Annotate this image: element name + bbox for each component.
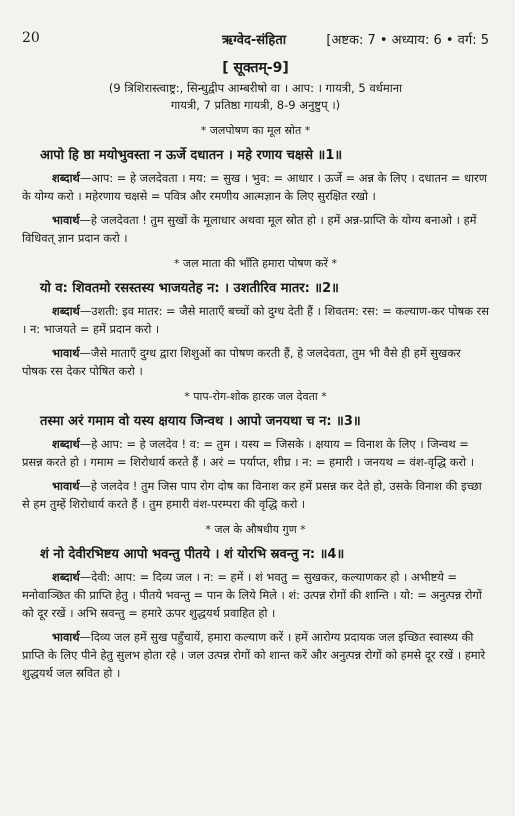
bhavartha-text: —हे जलदेवता ! तुम सुखों के मूलाधार अथवा मूल स्रोत हो । हमें अन्न-प्राप्ति के योग्य बनाओ । हमें विधिवत् ज्ञान प्रदान करो । (22, 213, 477, 245)
verse-section (22, 389, 489, 513)
shabdartha-label: शब्दार्थ (52, 171, 80, 185)
shabdartha-label: शब्दार्थ (52, 304, 80, 318)
shabdartha-text: —देवी: आप: = दिव्य जल । न: = हमें । शं भवतु = सुखकर, कल्याणकर हो । अभीष्टये = मनोवाञ्छित की प्राप्ति हेतु । पीतये भवन्तु = पान के लिये मिले । शं: उत्पन्न रोगों की शान्ति । यो: = अनुत्पन्न रोगों को दूर रखें । अभि स्रवन्तु = हमारे ऊपर शुद्धयर्थ प्रवाहित हो । (22, 570, 482, 620)
sukta-meta-line-2: गायत्री, 7 प्रतिष्ठा गायत्री, 8-9 अनुष्टुप् ।) (170, 98, 341, 112)
section-subheading: * जल के औषधीय गुण * (205, 523, 306, 536)
shabdartha-text: —हे आप: = हे जलदेव ! व: = तुम । यस्य = जिसके । क्षयाय = विनाश के लिए । जिन्वथ = प्रसन्न करते हो । गमाम = शिरोधार्य करते हैं । अरं = पर्याप्त, शीघ्र । न: = हमारी । जनयथ = वंश-वृद्धि करो । (22, 437, 475, 469)
chapter-location: [अष्टक: 7 • अध्याय: 6 • वर्ग: 5 (326, 33, 489, 48)
shabdartha-text: —उशती: इव मातर: = जैसे माताएँ बच्चों को दुग्ध देती हैं । शिवतम: रस: = कल्याण-कर पोषक रस । न: भाजयते = हमें प्रदान करो । (22, 304, 489, 336)
shabdartha-label: शब्दार्थ (52, 437, 80, 451)
mantra: शं नो देवीरभिष्टय आपो भवन्तु पीतये । शं योरभि स्रवन्तु न: ॥4॥ (40, 547, 345, 562)
section-subheading: * जलपोषण का मूल स्रोत * (200, 124, 311, 137)
shabdartha-text: —आप: = हे जलदेवता । मय: = सुख । भुव: = आधार । ऊर्जे = अन्न के लिए । दधातन = धारण के योग्य करो । महेरणाय चक्षसे = पवित्र और रमणीय आत्मज्ञान के लिए सुरक्षित रखो । (22, 171, 487, 203)
bhavartha-paragraph (22, 344, 489, 380)
section-subheading: * जल माता की भाँति हमारा पोषण करें * (173, 257, 338, 270)
running-header (22, 30, 489, 50)
mantra: आपो हि ष्ठा मयोभुवस्ता न ऊर्जे दधातन । महे रणाय चक्षसे ॥1॥ (40, 148, 343, 163)
sukta-heading: [ सूक्तम्-9] (222, 60, 289, 76)
bhavartha-paragraph (22, 628, 489, 682)
section-subheading: * पाप-रोग-शोक हारक जल देवता * (184, 390, 327, 403)
shabdartha-paragraph (22, 568, 489, 622)
bhavartha-paragraph (22, 477, 489, 513)
book-title: ऋग्वेद-संहिता (222, 33, 287, 48)
sukta-meta (22, 80, 489, 114)
verse-section (22, 256, 489, 380)
bhavartha-label: भावार्थ (52, 630, 80, 644)
bhavartha-label: भावार्थ (52, 479, 80, 493)
verse-section (22, 522, 489, 682)
bhavartha-label: भावार्थ (52, 213, 80, 227)
bhavartha-text: —दिव्य जल हमें सुख पहुँचायें, हमारा कल्याण करें । हमें आरोग्य प्रदायक जल इच्छित स्वास्थ्य की प्राप्ति के लिए पीने हेतु सुलभ होता रहे । जल उत्पन्न रोगों को शान्त करें और अनुत्पन्न रोगों को हमसे दूर रखें । हमारे शुद्धयर्थ जल स्रवित हो । (22, 630, 486, 680)
mantra: तस्मा अरं गमाम वो यस्य क्षयाय जिन्वथ । आपो जनयथा च न: ॥3॥ (40, 414, 361, 429)
shabdartha-label: शब्दार्थ (52, 570, 80, 584)
bhavartha-text: —जैसे माताएँ दुग्ध द्वारा शिशुओं का पोषण करती हैं, हे जलदेवता, तुम भी वैसे ही हमें सुखकर पोषक रस देकर पोषित करो । (22, 346, 461, 378)
verse-section (22, 123, 489, 247)
bhavartha-paragraph (22, 211, 489, 247)
sukta-meta-line-1: (9 त्रिशिरास्त्वाष्ट्र:, सिन्धुद्वीप आम्बरीषो वा । आप: । गायत्री, 5 वर्धमाना (108, 81, 403, 95)
shabdartha-paragraph (22, 302, 489, 338)
shabdartha-paragraph (22, 169, 489, 205)
page-number: 20 (22, 30, 40, 46)
shabdartha-paragraph (22, 435, 489, 471)
mantra: यो व: शिवतमो रसस्तस्य भाजयतेह न: । उशतीरिव मातर: ॥2॥ (40, 281, 339, 296)
bhavartha-label: भावार्थ (52, 346, 80, 360)
bhavartha-text: —हे जलदेव ! तुम जिस पाप रोग दोष का विनाश कर हमें प्रसन्न कर देते हो, उसके विनाश की इच्छा से हम तुम्हें शिरोधार्य करते हैं । तुम हमारी वंश-परम्परा की वृद्धि करो । (22, 479, 482, 511)
